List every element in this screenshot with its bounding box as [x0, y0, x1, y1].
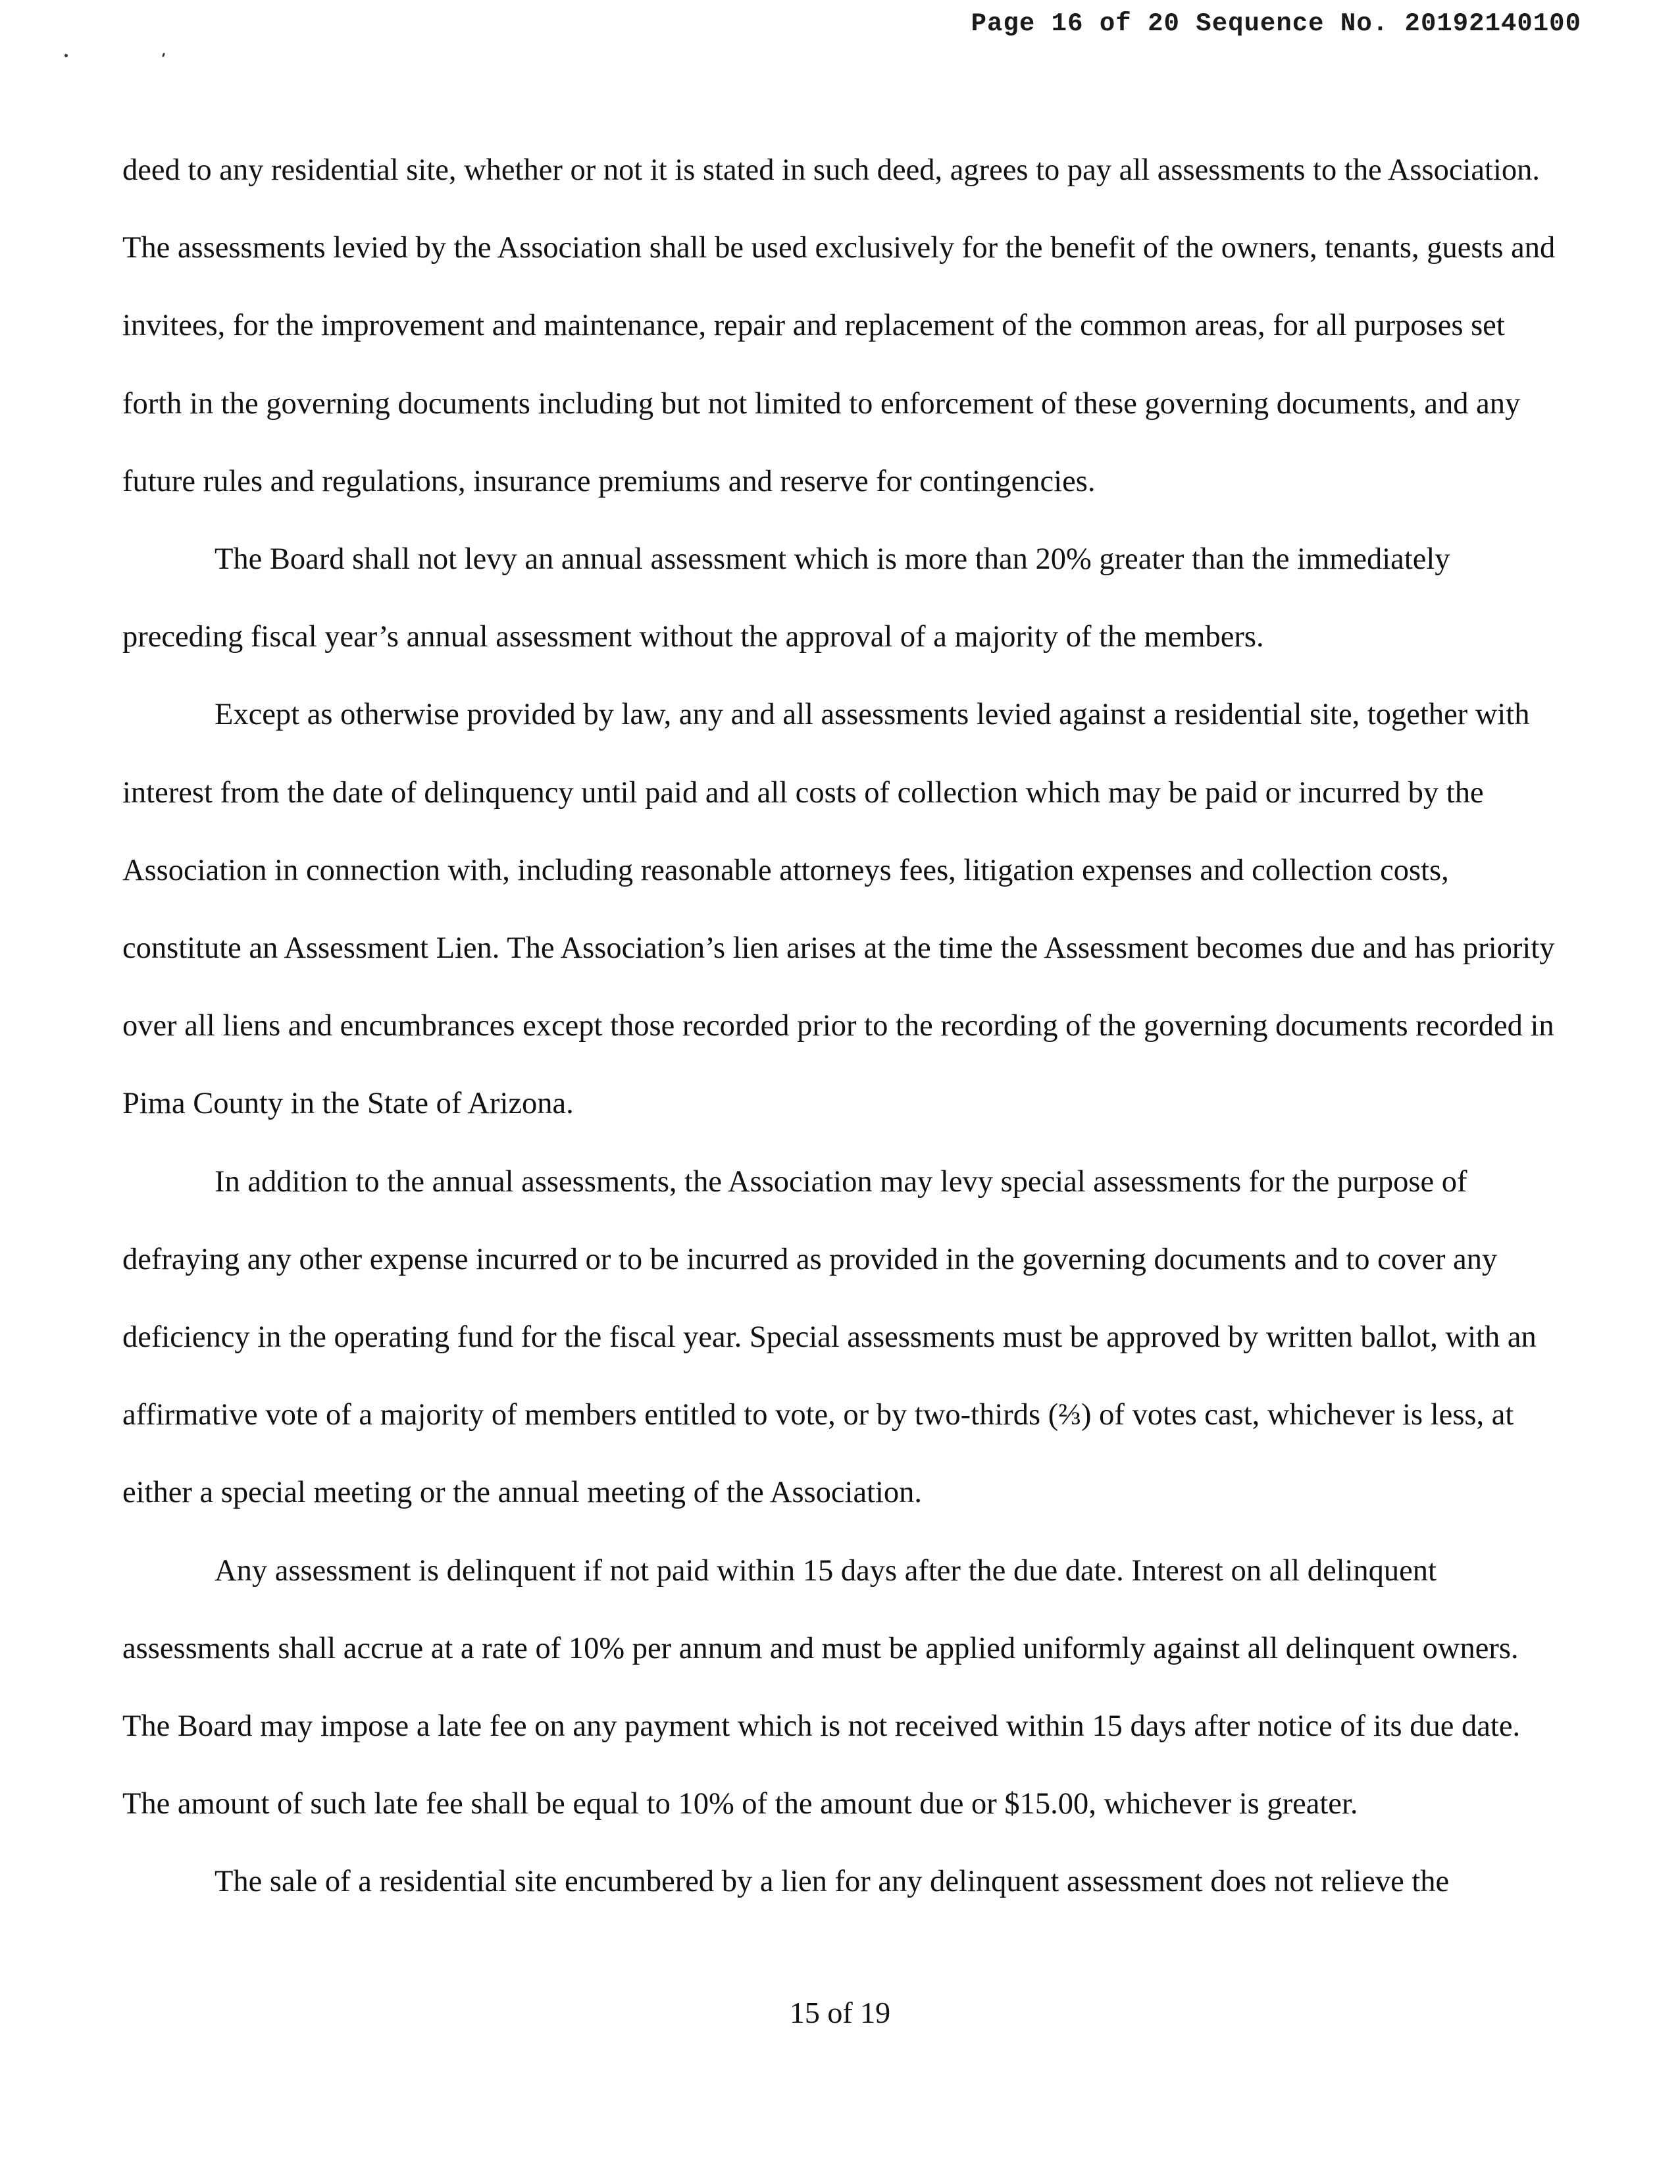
page-sequence-header: Page 16 of 20 Sequence No. 20192140100 — [971, 9, 1581, 38]
paragraph-special-assessments: In addition to the annual assessments, the Association may levy special assessments for the purpose of defraying any other expense incurred or to be incurred as provided in the governing documents and to cover any deficiency in the operating fund for the fiscal year. Special assessments must be approved by written ballot, with an affirmative vote of a majority of members entitled to vote, or by two-thirds (⅔) of votes cast, whichever is less, at either a special meeting or the annual meeting of the Association. — [122, 1164, 1537, 1510]
paragraph-continuation: deed to any residential site, whether or not it is stated in such deed, agrees to pay all assessments to the Association. The assessments levied by the Association shall be used exclusively for the benefit of the owners, tenants, guests and invitees, for the improvement and maintenance, repair and replacement of the common areas, for all purposes set forth in the governing documents including but not limited to enforcement of these governing documents, and any future rules and regulations, insurance premiums and reserve for contingencies. — [122, 153, 1556, 498]
paragraph-delinquency: Any assessment is delinquent if not paid within 15 days after the due date. Interest on all delinquent assessments shall accrue at a rate of 10% per annum and must be applied uniformly against all delinquent owners. The Board may impose a late fee on any payment which is not received within 15 days after notice of its due date. The amount of such late fee shall be equal to 10% of the amount due or $15.00, whichever is greater. — [122, 1553, 1521, 1821]
page-number-footer: 15 of 19 — [789, 1996, 891, 2029]
scan-speck — [162, 53, 165, 58]
scan-speck — [64, 54, 68, 57]
paragraph-sale-of-site: The sale of a residential site encumbered by a lien for any delinquent assessment does not relieve the — [215, 1865, 1450, 1899]
document-body — [122, 132, 1564, 1921]
paragraph-assessment-lien: Except as otherwise provided by law, any and all assessments levied against a residential site, together with interest from the date of delinquency until paid and all costs of collection which may be paid or incurred by the Association in connection with, including reasonable attorneys fees, litigation expenses and collection costs, constitute an Assessment Lien. The Association’s lien arises at the time the Assessment becomes due and has priority over all liens and encumbrances except those recorded prior to the recording of the governing documents recorded in Pima County in the State of Arizona. — [122, 698, 1555, 1121]
paragraph-annual-assessment-limit: The Board shall not levy an annual assessment which is more than 20% greater than the immediately preceding fiscal year’s annual assessment without the approval of a majority of the members. — [122, 542, 1450, 654]
